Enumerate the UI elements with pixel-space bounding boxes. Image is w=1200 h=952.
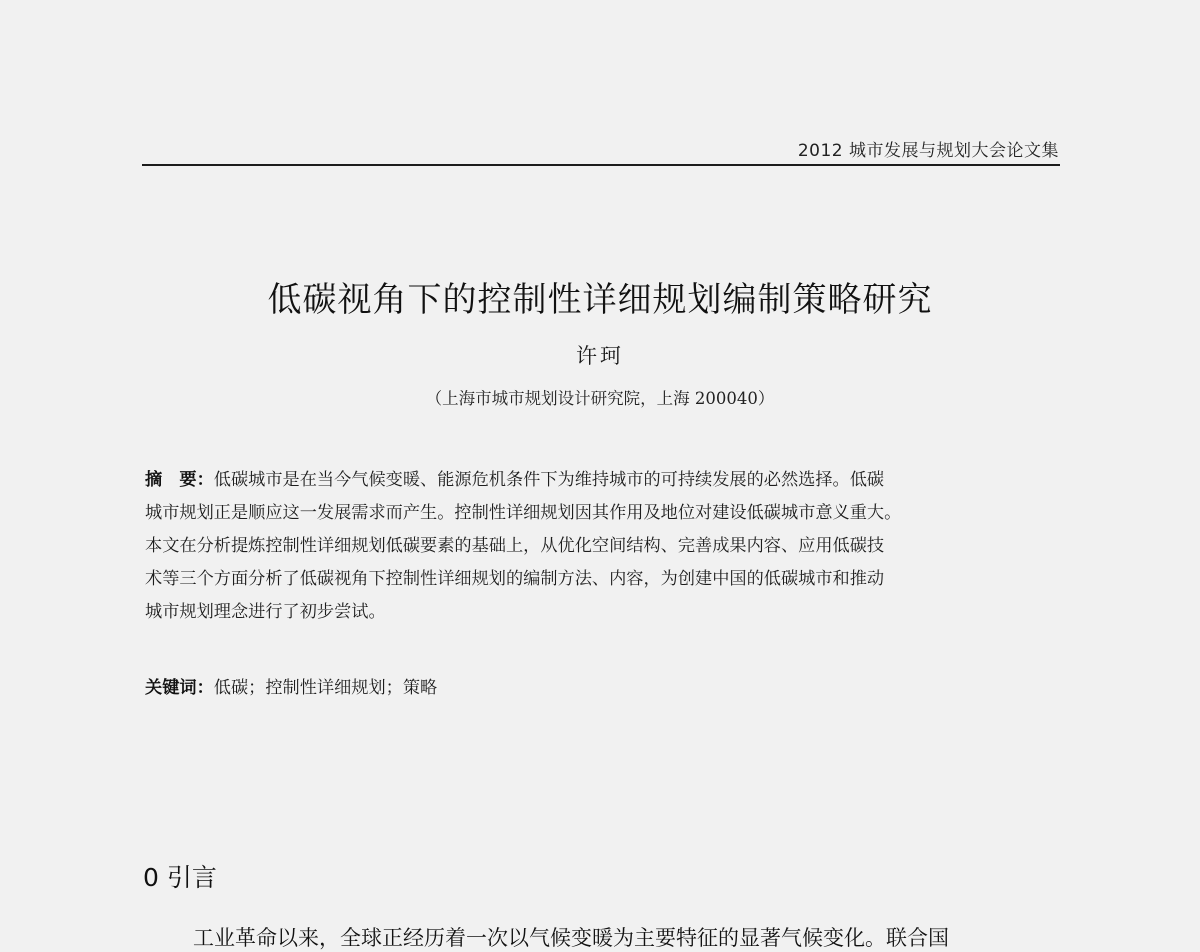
abstract-line: 术等三个方面分析了低碳视角下控制性详细规划的编制方法、内容，为创建中国的低碳城市和推动 (145, 569, 885, 589)
paper-title: 低碳视角下的控制性详细规划编制策略研究 (267, 280, 933, 320)
header-rule (142, 164, 1060, 166)
keywords (145, 673, 437, 698)
section-heading: 0 引言 (143, 863, 217, 892)
abstract-line: 城市规划理念进行了初步尝试。 (145, 602, 386, 622)
keywords-label: 关键词： (145, 678, 214, 698)
body-paragraph: 工业革命以来，全球正经历着一次以气候变暖为主要特征的显著气候变化。联合国 (193, 926, 949, 950)
paper-affiliation: （上海市城市规划设计研究院，上海 200040） (425, 389, 775, 408)
paper-author: 许珂 (576, 344, 624, 368)
running-header: 2012 城市发展与规划大会论文集 (797, 141, 1059, 161)
abstract-line (145, 464, 1057, 497)
abstract-text: 低碳城市是在当今气候变暖、能源危机条件下为维持城市的可持续发展的必然选择。低碳 (213, 470, 885, 490)
abstract-line: 本文在分析提炼控制性详细规划低碳要素的基础上，从优化空间结构、完善成果内容、应用低碳技 (145, 536, 885, 556)
abstract (145, 464, 1057, 629)
keywords-value: 低碳；控制性详细规划；策略 (213, 678, 438, 698)
abstract-label: 摘 要： (145, 470, 214, 490)
abstract-line: 城市规划正是顺应这一发展需求而产生。控制性详细规划因其作用及地位对建设低碳城市意义重大。 (145, 503, 902, 523)
